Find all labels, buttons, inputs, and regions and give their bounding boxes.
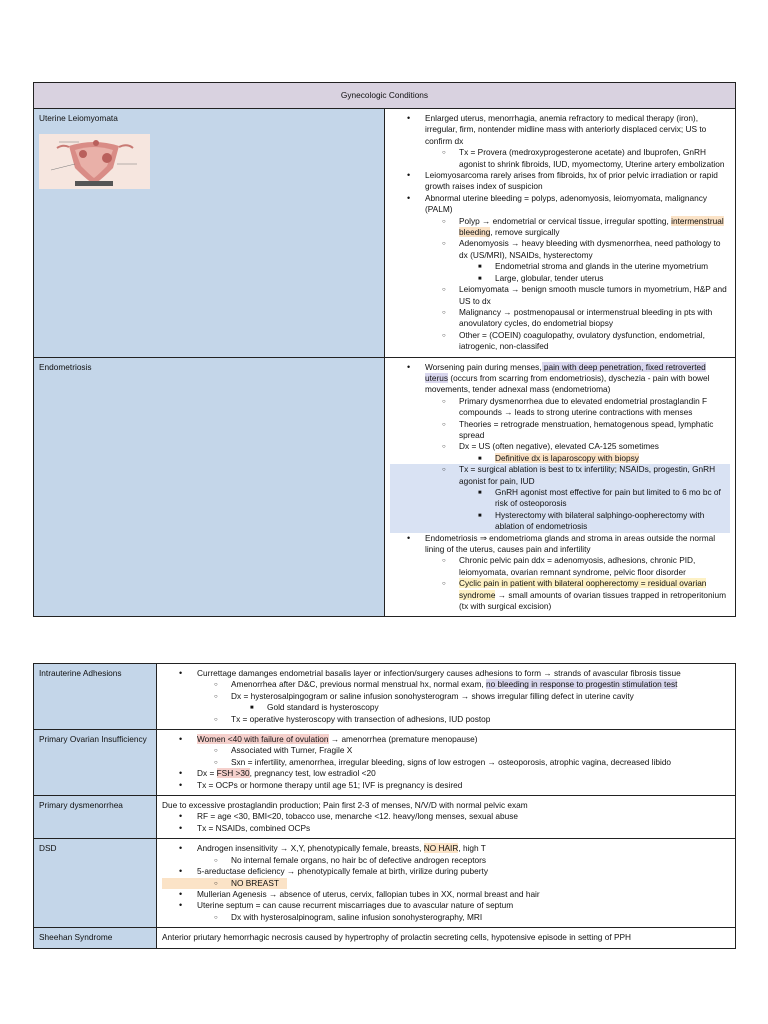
highlight: pain with deep penetration, fixed retroverted uterus bbox=[425, 361, 706, 383]
list-item: • Leiomyosarcoma rarely arises from fibroids, hx of prior pelvic irradiation or rapid growth raises index of suspicion bbox=[390, 170, 730, 193]
row-intro: Due to excessive prostaglandin production; Pain first 2-3 of menses, N/V/D with normal pelvic exam bbox=[162, 800, 528, 811]
highlight: Cyclic pain in patient with bilateral oopherectomy = residual ovarian syndrome bbox=[459, 578, 707, 600]
list-item: ○ Dx = hysterosalpingogram or saline infusion sonohysterogram → shows irregular filling defect in uterine cavity bbox=[162, 691, 730, 702]
list-item: • Worsening pain during menses, pain with deep penetration, fixed retroverted uterus (occurs from scarring from endometriosis), dyschezia - pain with bowel movements, tender adnexal mass (endometrioma) bbox=[390, 362, 730, 396]
row-content-dsd bbox=[157, 839, 736, 928]
table-title: Gynecologic Conditions bbox=[34, 83, 736, 109]
list-item: • Women <40 with failure of ovulation → amenorrhea (premature menopause) bbox=[162, 734, 730, 745]
list-item: • Currettage damanges endometrial basalis layer or infection/surgery causes adhesions to form → strands of avascular fibrosis tissue bbox=[162, 668, 730, 679]
row-label-dsd: DSD bbox=[34, 839, 157, 928]
list-item: ○ Sxn = infertility, amenorrhea, irregular bleeding, signs of low estrogen → osteoporosis, atrophic vagina, decreased libido bbox=[162, 757, 730, 768]
list-item: • Tx = NSAIDs, combined OCPs bbox=[162, 823, 730, 834]
list-item: • Mullerian Agenesis → absence of uterus, cervix, fallopian tubes in XX, normal breast and hair bbox=[162, 889, 730, 900]
row-label-dysmenorrhea: Primary dysmenorrhea bbox=[34, 796, 157, 839]
highlight: intermenstrual bleeding bbox=[459, 215, 724, 238]
highlight: Women <40 with failure of ovulation bbox=[197, 734, 329, 745]
list-item: ○ Leiomyomata → benign smooth muscle tumors in myometrium, H&P and US to dx bbox=[390, 284, 730, 307]
list-item: • Endometriosis ⇒ endometrioma glands and stroma in areas outside the normal lining of the uterus, causes pain and infertility bbox=[390, 533, 730, 556]
list-item: ○ NO BREAST bbox=[162, 878, 287, 889]
row-content-adhesions bbox=[157, 664, 736, 730]
highlight: no bleeding in response to progestin stimulation test bbox=[486, 679, 678, 690]
list-item: ■ Hysterectomy with bilateral salphingo-oopherectomy with ablation of endometriosis bbox=[390, 510, 730, 533]
list-item: ○ No internal female organs, no hair bc of defective androgen receptors bbox=[162, 855, 730, 866]
row-label-poi: Primary Ovarian Insufficiency bbox=[34, 730, 157, 796]
list-item bbox=[390, 453, 730, 464]
highlight: FSH >30 bbox=[216, 768, 250, 779]
list-item: ○ Dx with hysterosalpinogram, saline infusion sonohysterography, MRI bbox=[162, 912, 730, 923]
gynecologic-conditions-table bbox=[33, 82, 736, 617]
list-item: ○ Cyclic pain in patient with bilateral oopherectomy = residual ovarian syndrome → small amounts of ovarian tissues trapped in retroperitonium (tx with surgical excision) bbox=[390, 578, 730, 612]
list-item: ○ Primary dysmenorrhea due to elevated endometrial prostaglandin F compounds → leads to strong uterine contractions with menses bbox=[390, 396, 730, 419]
list-item: • Tx = OCPs or hormone therapy until age 51; IVF is pregnancy is desired bbox=[162, 780, 730, 791]
row-label-endometriosis: Endometriosis bbox=[34, 357, 385, 617]
highlight: Definitive dx is laparoscopy with biopsy bbox=[495, 452, 639, 463]
list-item: ■ Gold standard is hysteroscopy bbox=[162, 702, 730, 713]
row-content-sheehan: Anterior priutary hemorrhagic necrosis caused by hypertrophy of prolactin secreting cells, hypotensive episode in setting of PPH bbox=[157, 928, 736, 948]
list-item: • RF = age <30, BMI<20, tobacco use, menarche <12. heavy/long menses, sexual abuse bbox=[162, 811, 730, 822]
list-item: ○ Amenorrhea after D&C, previous normal menstrual hx, normal exam, no bleeding in response to progestin stimulation test bbox=[162, 679, 730, 690]
uterus-fibroids-illustration bbox=[39, 134, 150, 189]
list-item: ■ Large, globular, tender uterus bbox=[390, 273, 730, 284]
list-item: ○ Theories = retrograde menstruation, hematogenous spead, lymphatic spread bbox=[390, 419, 730, 442]
list-item: • Abnormal uterine bleeding = polyps, adenomyosis, leiomyomata, malignancy (PALM) bbox=[390, 193, 730, 216]
list-item: • 5-areductase deficiency → phenotypically female at birth, virilize during puberty bbox=[162, 866, 730, 877]
row-label-adhesions: Intrauterine Adhesions bbox=[34, 664, 157, 730]
highlight: NO HAIR bbox=[423, 843, 459, 854]
list-item: ○ Tx = Provera (medroxyprogesterone acetate) and Ibuprofen, GnRH agonist to shrink fibroids, IUD, myomectomy, Uterine artery embolization bbox=[390, 147, 730, 170]
list-item: ○ Chronic pelvic pain ddx = adenomyosis, adhesions, chronic PID, leiomyomata, ovarian remnant syndrome, pelvic floor disorder bbox=[390, 555, 730, 578]
list-item: ○ Adenomyosis → heavy bleeding with dysmenorrhea, need pathology to dx (US/MRI), NSAIDs, hysterectomy bbox=[390, 238, 730, 261]
list-item: • Dx = FSH >30, pregnancy test, low estradiol <20 bbox=[162, 768, 730, 779]
list-item: ■ GnRH agonist most effective for pain but limited to 6 mo bc of risk of osteoporosis bbox=[390, 487, 730, 510]
list-item: • Androgen insensitivity → X,Y, phenotypically female, breasts, NO HAIR, high T bbox=[162, 843, 730, 854]
row-content-poi bbox=[157, 730, 736, 796]
list-item: • Enlarged uterus, menorrhagia, anemia refractory to medical therapy (iron), irregular, firm, nontender midline mass with anteriorly displaced cervix; US to confirm dx bbox=[390, 113, 730, 147]
list-item: ○ Other = (COEIN) coagulopathy, ovulatory dysfunction, endometrial, iatrogenic, non-classifed bbox=[390, 330, 730, 353]
list-item: ○ Dx = US (often negative), elevated CA-125 sometimes bbox=[390, 441, 730, 452]
row-label-leiomyomata: Uterine Leiomyomata bbox=[34, 109, 385, 358]
list-item: ■ Endometrial stroma and glands in the uterine myometrium bbox=[390, 261, 730, 272]
list-item: ○ Malignancy → postmenopausal or intermenstrual bleeding in pts with anovulatory cycles, do endometrial biopsy bbox=[390, 307, 730, 330]
row-content-dysmenorrhea bbox=[157, 796, 736, 839]
list-item: ○ Associated with Turner, Fragile X bbox=[162, 745, 730, 756]
list-item: ○ Tx = surgical ablation is best to tx infertility; NSAIDs, progestin, GnRH agonist for pain, IUD bbox=[390, 464, 730, 487]
list-item: • Uterine septum = can cause recurrent miscarriages due to avascular nature of septum bbox=[162, 900, 730, 911]
row-label-sheehan: Sheehan Syndrome bbox=[34, 928, 157, 948]
row-content-endometriosis bbox=[385, 357, 736, 617]
row-content-leiomyomata bbox=[385, 109, 736, 358]
list-item: ○ Polyp → endometrial or cervical tissue, irregular spotting, intermenstrual bleeding, remove surgically bbox=[390, 216, 730, 239]
gynecologic-conditions-table-continued bbox=[33, 663, 736, 949]
list-item: ○ Tx = operative hysteroscopy with transection of adhesions, IUD postop bbox=[162, 714, 730, 725]
